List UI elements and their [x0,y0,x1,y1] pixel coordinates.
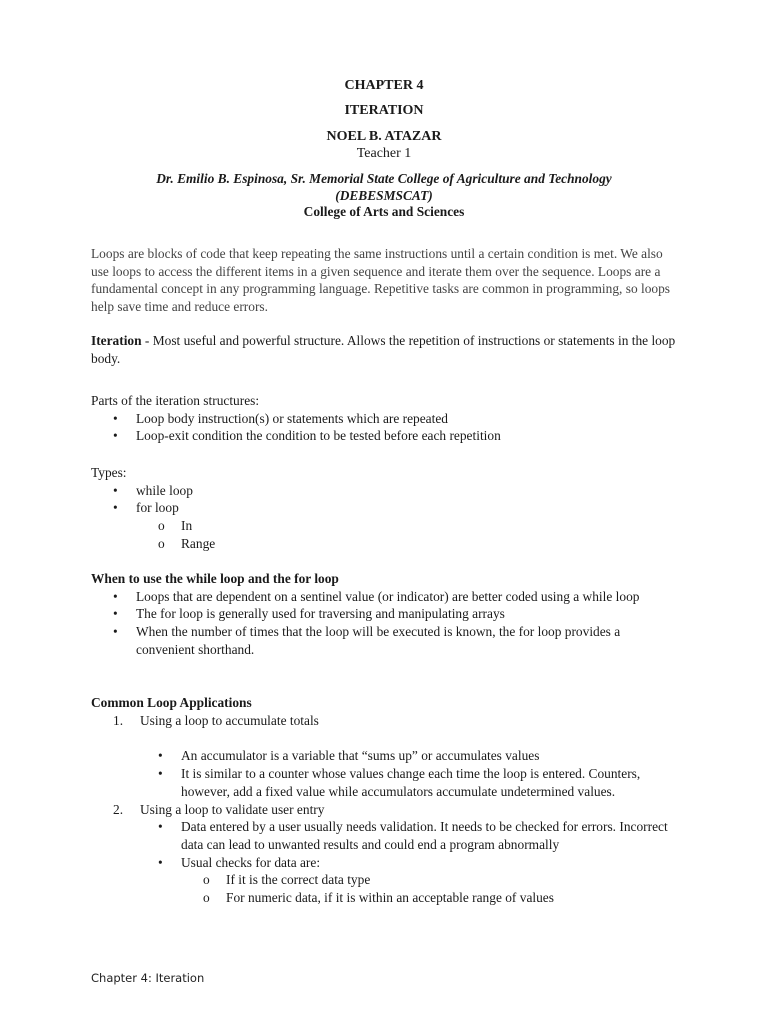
list-item: • Usual checks for data are: [91,854,681,872]
numbered-item [91,712,681,730]
page-footer: Chapter 4: Iteration [91,971,205,985]
sub-list-item: o If it is the correct data type [91,871,681,889]
list-item: • while loop [91,482,681,500]
author-name: NOEL B. ATAZAR [326,129,442,144]
item-number: 1. [113,712,124,728]
list-item: • Loop body instruction(s) or statements which are repeated [91,410,681,428]
apps-heading: Common Loop Applications [91,695,252,710]
iteration-term: Iteration [91,333,142,348]
list-item: • The for loop is generally used for traversing and manipulating arrays [91,605,681,623]
list-item: • for loop [91,499,681,517]
institution-line-2: (DEBESMSCAT) [335,188,433,203]
types-heading: Types: [91,465,127,480]
numbered-item [91,801,681,819]
when-heading: When to use the while loop and the for loop [91,571,339,586]
institution-name [90,170,678,204]
types-section [91,464,681,553]
sub-list-item: o In [91,517,681,535]
author-role: Teacher 1 [356,146,412,161]
list-item: • Loop-exit condition the condition to be tested before each repetition [91,427,681,445]
list-item: • It is similar to a counter whose values change each time the loop is entered. Counters, however, add a fixed value while accumulators accumulate undetermined values. [91,765,681,800]
sub-list-item: o Range [91,535,681,553]
list-item: • Data entered by a user usually needs validation. It needs to be checked for errors. Incorrect data can lead to unwanted results and could end a program abnormally [91,818,681,853]
item-number: 2. [113,801,124,817]
chapter-topic: ITERATION [344,103,424,118]
sub-list-item: o For numeric data, if it is within an acceptable range of values [91,889,681,907]
intro-paragraph: Loops are blocks of code that keep repeating the same instructions until a certain condition is met. We also use loops to access the different items in a given sequence and iterate them over the sequence. Loops are a fundamental concept in any programming language. Repetitive tasks are common in programming, so loops help save time and reduce errors. [91,246,671,315]
list-item: • Loops that are dependent on a sentinel value (or indicator) are better coded using a while loop [91,588,681,606]
item-title: Using a loop to validate user entry [140,801,325,817]
list-item: • When the number of times that the loop will be executed is known, the for loop provides a convenient shorthand. [91,623,681,658]
institution-line-1: Dr. Emilio B. Espinosa, Sr. Memorial State College of Agriculture and Technology [156,171,612,186]
iteration-definition [91,332,681,367]
college-name: College of Arts and Sciences [303,204,465,219]
chapter-label: CHAPTER 4 [344,78,424,93]
when-section [91,570,681,659]
parts-heading: Parts of the iteration structures: [91,393,260,408]
iteration-text: - Most useful and powerful structure. Allows the repetition of instructions or statements in the loop body. [91,333,676,366]
list-item: • An accumulator is a variable that “sums up” or accumulates values [91,747,681,765]
item-title: Using a loop to accumulate totals [140,712,319,728]
apps-section [91,694,681,907]
parts-section [91,392,681,445]
